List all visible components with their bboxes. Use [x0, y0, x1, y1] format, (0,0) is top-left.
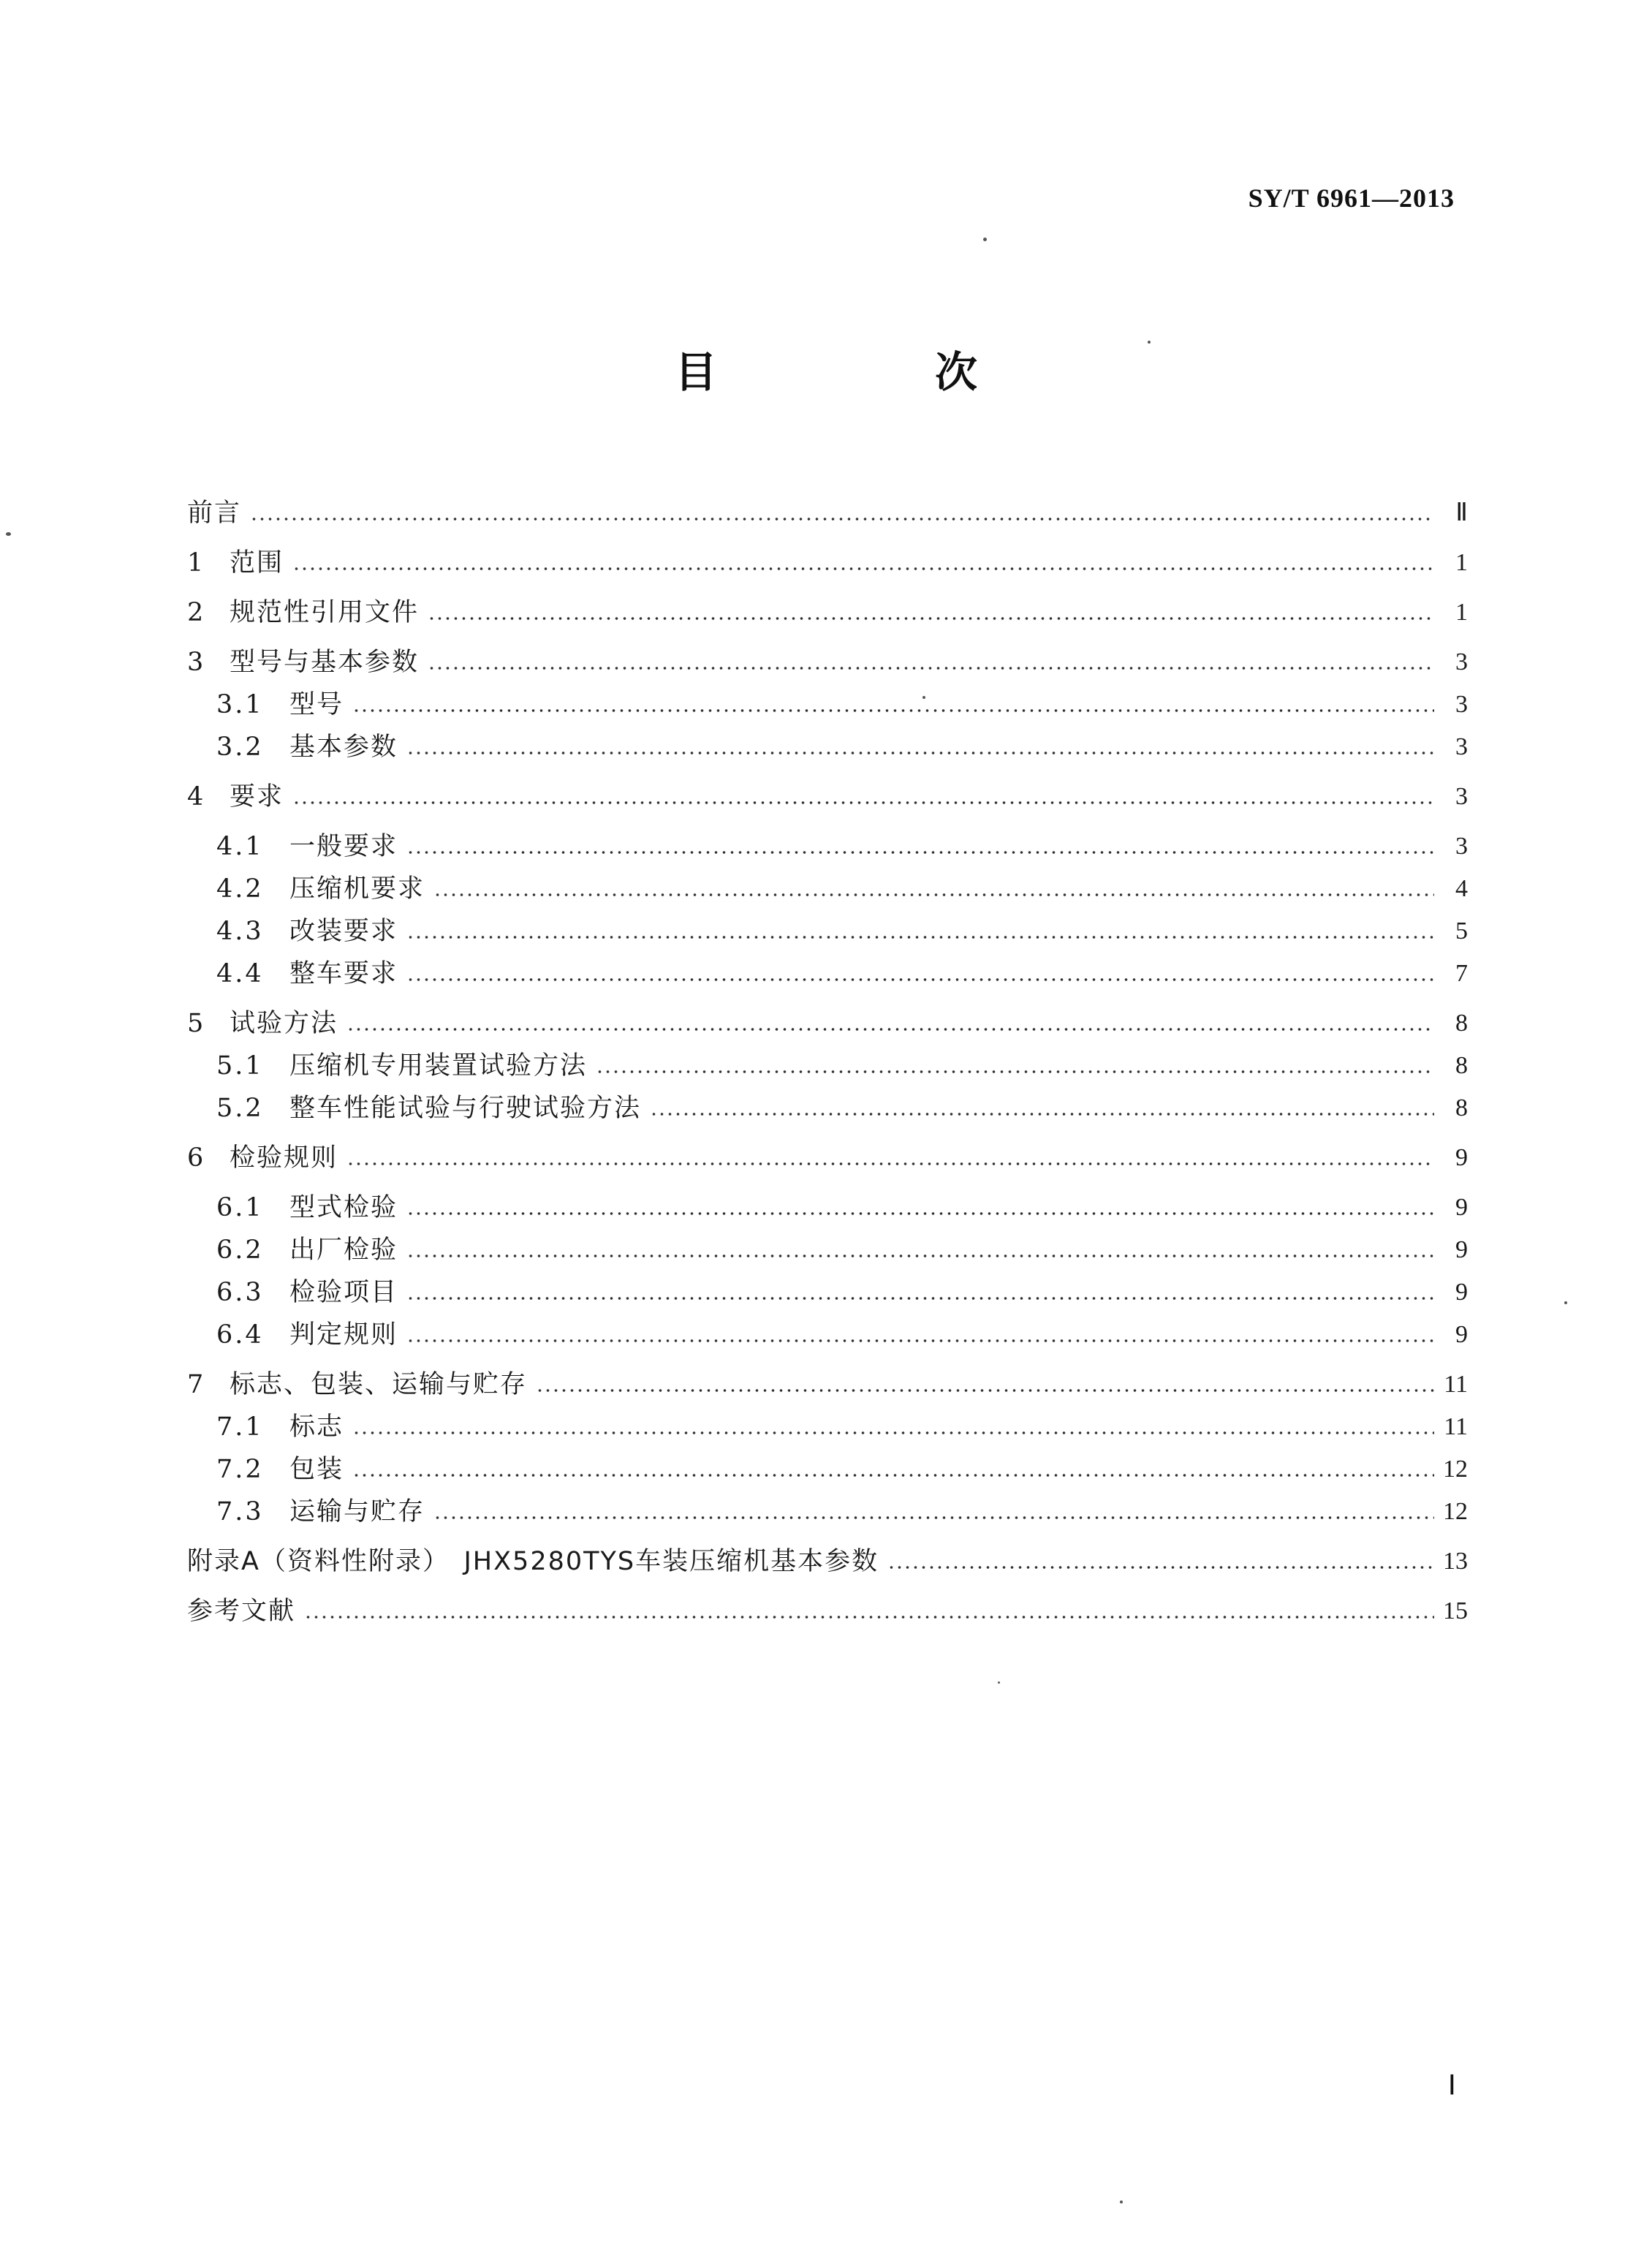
- toc-entry[interactable]: [187, 588, 1468, 629]
- toc-entry-label: 压缩机要求: [289, 874, 425, 904]
- toc-entry-number: [187, 781, 230, 813]
- toc-entry-number: [216, 1234, 289, 1266]
- toc-entry-number-text: 7.3: [216, 1497, 264, 1526]
- dot-leader: [428, 616, 1434, 621]
- toc-entry-page: 1: [1455, 599, 1468, 626]
- toc-entry-heading: [187, 915, 398, 947]
- dot-leader: [406, 850, 1434, 855]
- dot-leader: [596, 1069, 1434, 1075]
- scan-speck: [1564, 1301, 1567, 1304]
- toc-entry-heading: [187, 830, 398, 863]
- toc-entry-page: 15: [1443, 1597, 1468, 1624]
- toc-entry-page: 8: [1455, 1094, 1468, 1121]
- toc-entry-heading: [187, 1369, 527, 1401]
- toc-entry-label: 整车要求: [289, 959, 398, 988]
- toc-entry-heading: [187, 597, 419, 629]
- toc-entry[interactable]: [187, 1133, 1468, 1174]
- toc-entry-heading: [187, 1192, 398, 1224]
- toc-entry-heading: [187, 646, 419, 678]
- toc-entry-heading: [187, 497, 241, 529]
- toc-entry[interactable]: [187, 999, 1468, 1040]
- toc-entry-number: [216, 1050, 289, 1082]
- toc-entry-number: [216, 830, 289, 863]
- toc-entry[interactable]: [187, 637, 1468, 678]
- toc-entry-page: 3: [1455, 733, 1468, 760]
- toc-entry-heading: [187, 1411, 344, 1443]
- toc-entry-page: 8: [1455, 1010, 1468, 1037]
- toc-entry-number-text: 5.1: [216, 1051, 264, 1081]
- toc-entry-number: [216, 915, 289, 947]
- toc-entry-number-text: 4.2: [216, 874, 264, 904]
- toc-entry[interactable]: [187, 1225, 1468, 1266]
- toc-entry-heading: [187, 689, 344, 721]
- toc-entry[interactable]: [187, 1537, 1468, 1578]
- dot-leader: [292, 566, 1434, 572]
- toc-entry-heading: [187, 1319, 398, 1351]
- toc-entry-number: [216, 873, 289, 905]
- toc-entry-number-text: 3: [187, 648, 206, 677]
- toc-entry-number-text: 4.3: [216, 917, 264, 946]
- toc-entry-heading: [187, 1007, 338, 1040]
- toc-entry[interactable]: [187, 1268, 1468, 1309]
- dot-leader: [346, 1161, 1434, 1167]
- toc-entry-heading: [187, 1050, 587, 1082]
- toc-entry-number: [216, 1496, 289, 1528]
- toc-entry-page: 3: [1455, 783, 1468, 810]
- toc-entry-page: 13: [1443, 1548, 1468, 1575]
- standard-number: SY/T 6961—2013: [1248, 183, 1455, 213]
- toc-entry-page: 12: [1443, 1498, 1468, 1525]
- toc-entry[interactable]: [187, 1041, 1468, 1082]
- toc-entry-page: 9: [1455, 1321, 1468, 1348]
- toc-entry-label: 附录A（资料性附录） JHX5280TYS车装压缩机基本参数: [187, 1547, 879, 1576]
- toc-entry-label: 改装要求: [289, 917, 398, 946]
- toc-entry-page: 9: [1455, 1279, 1468, 1306]
- toc-entry-number-text: 2: [187, 598, 206, 627]
- toc-entry-heading: [187, 781, 284, 813]
- toc-entry-heading: [187, 1453, 344, 1486]
- toc-entry-page: 1: [1455, 549, 1468, 576]
- toc-entry[interactable]: [187, 680, 1468, 721]
- toc-entry-number-text: 4.1: [216, 832, 264, 861]
- toc-entry-heading: [187, 873, 425, 905]
- dot-leader: [433, 892, 1434, 898]
- toc-entry[interactable]: [187, 722, 1468, 763]
- toc-entry-number-text: 7.2: [216, 1455, 264, 1484]
- toc-entry-heading: [187, 1092, 641, 1124]
- toc-entry-label: 判定规则: [289, 1320, 398, 1350]
- toc-entry-label: 一般要求: [289, 832, 398, 861]
- scan-speck: [1148, 341, 1151, 344]
- toc-entry-page: 9: [1455, 1236, 1468, 1263]
- toc-entry-number-text: 6.1: [216, 1193, 264, 1222]
- scan-speck: [6, 532, 11, 536]
- toc-entry[interactable]: [187, 488, 1468, 529]
- toc-entry-number: [216, 1192, 289, 1224]
- toc-entry-label: 包装: [289, 1455, 344, 1484]
- toc-entry-number-text: 6.4: [216, 1320, 264, 1350]
- dot-leader: [536, 1388, 1434, 1393]
- toc-entry-page: Ⅱ: [1455, 499, 1468, 526]
- toc-entry-number: [187, 597, 230, 629]
- toc-entry-label: 规范性引用文件: [230, 598, 420, 627]
- toc-entry-number-text: 3.2: [216, 733, 264, 762]
- toc-entry[interactable]: [187, 1586, 1468, 1627]
- toc-entry-number: [187, 646, 230, 678]
- toc-entry[interactable]: [187, 907, 1468, 947]
- dot-leader: [887, 1564, 1434, 1570]
- toc-entry[interactable]: [187, 538, 1468, 579]
- toc-entry-number-text: 3.1: [216, 690, 264, 719]
- toc-entry-label: 范围: [230, 548, 284, 578]
- toc-entry[interactable]: [187, 772, 1468, 813]
- dot-leader: [406, 1253, 1434, 1259]
- toc-entry-label: 标志、包装、运输与贮存: [230, 1370, 528, 1399]
- dot-leader: [292, 800, 1434, 806]
- toc-entry[interactable]: [187, 1310, 1468, 1351]
- toc-entry-number: [187, 1142, 230, 1174]
- toc-entry-page: 4: [1455, 875, 1468, 902]
- toc-entry-label: 检验项目: [289, 1278, 398, 1307]
- toc-entry-number: [216, 731, 289, 763]
- dot-leader: [406, 750, 1434, 756]
- dot-leader: [304, 1614, 1434, 1620]
- toc-entry-number: [216, 958, 289, 990]
- toc-entry-number: [216, 1411, 289, 1443]
- toc-entry[interactable]: [187, 822, 1468, 863]
- toc-entry-number: [216, 1276, 289, 1309]
- toc-entry-number-text: 4.4: [216, 959, 264, 988]
- toc-entry-page: 7: [1455, 960, 1468, 987]
- dot-leader: [352, 708, 1434, 714]
- toc-entry-number-text: 6.3: [216, 1278, 264, 1307]
- toc-entry-page: 8: [1455, 1052, 1468, 1079]
- toc-entry-label: 标志: [289, 1412, 344, 1442]
- toc-entry-label: 出厂检验: [289, 1236, 398, 1265]
- toc-entry-heading: [187, 1234, 398, 1266]
- page-number: Ⅰ: [1447, 2070, 1456, 2101]
- scan-speck: [922, 696, 925, 699]
- toc-entry-heading: [187, 1496, 425, 1528]
- toc-entry-heading: [187, 1595, 295, 1627]
- toc-entry-label: 前言: [187, 499, 242, 528]
- toc-entry-number-text: 5: [187, 1009, 206, 1038]
- toc-entry-label: 型式检验: [289, 1193, 398, 1222]
- toc-entry[interactable]: [187, 1445, 1468, 1486]
- toc-entry-number-text: 5.2: [216, 1094, 264, 1123]
- toc-entry-label: 整车性能试验与行驶试验方法: [289, 1094, 642, 1123]
- toc-entry-heading: [187, 547, 284, 579]
- toc-entry-number: [187, 1369, 230, 1401]
- scan-speck: [998, 1681, 1000, 1684]
- scan-speck: [983, 238, 987, 241]
- dot-leader: [406, 1295, 1434, 1301]
- toc-entry-heading: [187, 1142, 338, 1174]
- toc-entry-number-text: 6: [187, 1143, 206, 1173]
- toc-entry[interactable]: [187, 1183, 1468, 1224]
- toc-entry[interactable]: [187, 1487, 1468, 1528]
- toc-entry-page: 12: [1443, 1456, 1468, 1483]
- toc-entry-number: [216, 689, 289, 721]
- toc-entry-label: 型号与基本参数: [230, 648, 420, 677]
- toc-entry[interactable]: [187, 949, 1468, 990]
- toc-entry-heading: [187, 1545, 879, 1578]
- toc-entry-page: 11: [1444, 1371, 1468, 1398]
- dot-leader: [406, 977, 1434, 983]
- dot-leader: [352, 1472, 1434, 1478]
- toc-entry-page: 3: [1455, 648, 1468, 676]
- toc-entry[interactable]: [187, 864, 1468, 905]
- toc-entry-number: [187, 1007, 230, 1040]
- dot-leader: [433, 1515, 1434, 1521]
- dot-leader: [406, 1211, 1434, 1216]
- toc-entry-heading: [187, 731, 398, 763]
- toc-entry-label: 参考文献: [187, 1597, 296, 1626]
- toc-entry-number: [187, 547, 230, 579]
- toc-entry-page: 9: [1455, 1144, 1468, 1171]
- toc-entry-number: [216, 1092, 289, 1124]
- scan-speck: [1120, 2201, 1123, 2203]
- toc-entry-number-text: 6.2: [216, 1236, 264, 1265]
- toc-entry-page: 3: [1455, 691, 1468, 718]
- toc-entry-number-text: 7: [187, 1370, 206, 1399]
- toc-entry-number: [216, 1319, 289, 1351]
- toc-entry-page: 3: [1455, 833, 1468, 860]
- dot-leader: [406, 934, 1434, 940]
- toc-entry-number-text: 4: [187, 782, 206, 811]
- page-title: 目 次: [674, 347, 1065, 397]
- toc-entry-number-text: 1: [187, 548, 206, 578]
- dot-leader: [250, 516, 1434, 522]
- dot-leader: [346, 1026, 1434, 1032]
- dot-leader: [406, 1338, 1434, 1344]
- toc-entry[interactable]: [187, 1402, 1468, 1443]
- dot-leader: [428, 665, 1434, 671]
- toc-entry-heading: [187, 958, 398, 990]
- toc-entry-page: 11: [1444, 1413, 1468, 1440]
- toc-entry-heading: [187, 1276, 398, 1309]
- toc-entry-number-text: 7.1: [216, 1412, 264, 1442]
- dot-leader: [352, 1430, 1434, 1436]
- toc-entry-page: 9: [1455, 1194, 1468, 1221]
- toc-entry[interactable]: [187, 1360, 1468, 1401]
- toc-entry-label: 型号: [289, 690, 344, 719]
- toc-entry-label: 试验方法: [230, 1009, 338, 1038]
- toc-entry[interactable]: [187, 1083, 1468, 1124]
- toc-entry-label: 压缩机专用装置试验方法: [289, 1051, 588, 1081]
- toc-entry-label: 检验规则: [230, 1143, 338, 1173]
- toc-entry-page: 5: [1455, 917, 1468, 945]
- dot-leader: [650, 1111, 1434, 1117]
- toc-entry-label: 基本参数: [289, 733, 398, 762]
- toc-entry-label: 要求: [230, 782, 284, 811]
- toc-entry-label: 运输与贮存: [289, 1497, 425, 1526]
- toc-entry-number: [216, 1453, 289, 1486]
